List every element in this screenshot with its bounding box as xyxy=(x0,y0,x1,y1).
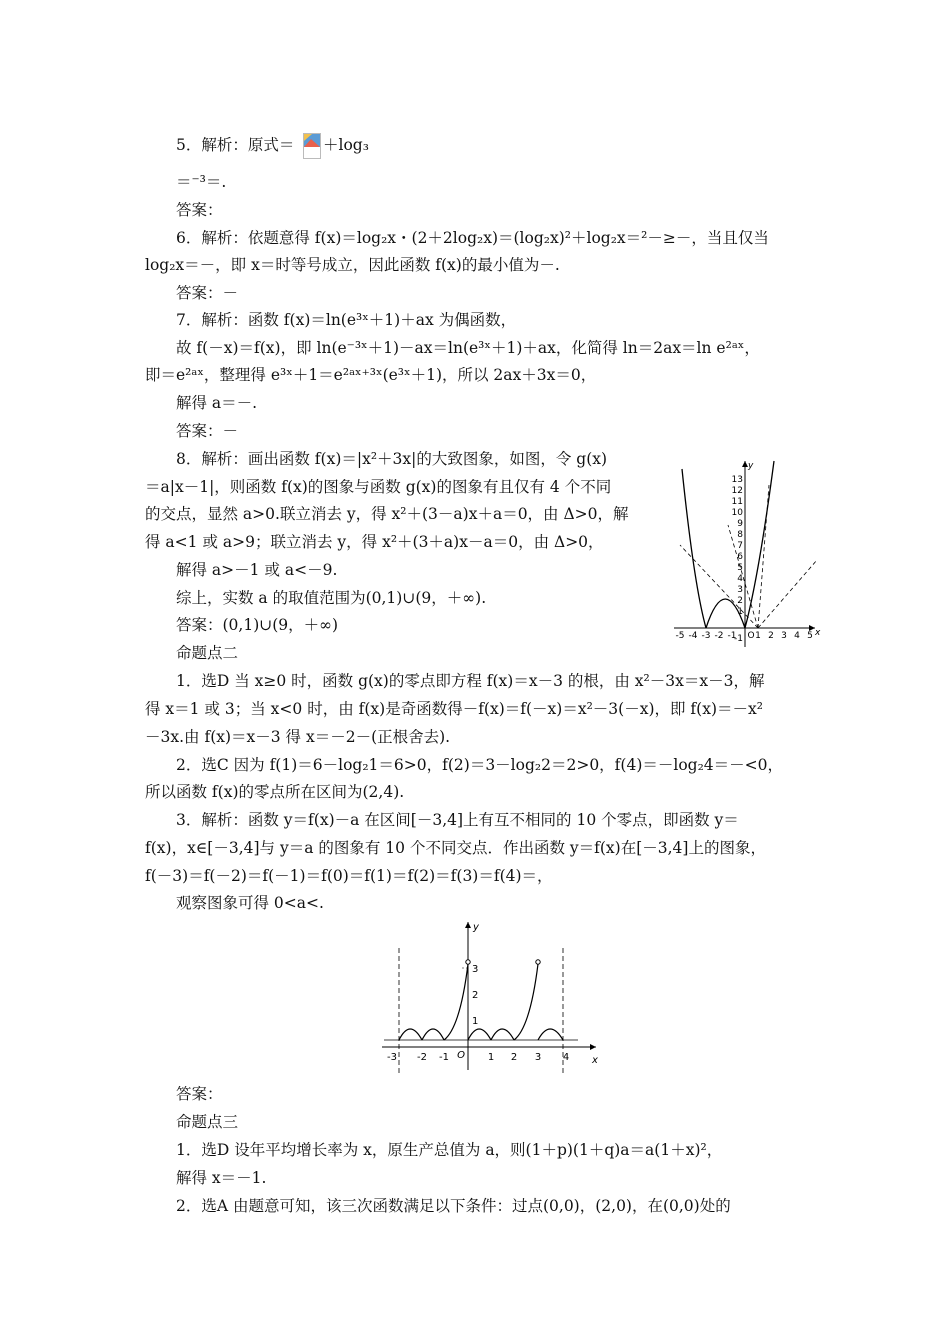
x-tick-label: -1 xyxy=(727,631,737,641)
text-line: 答案：－ xyxy=(176,422,239,440)
y-tick-label: 9 xyxy=(737,519,743,529)
text-line: 得 a<1 或 a>9；联立消去 y，得 x²＋(3＋a)x－a＝0，由 Δ>0， xyxy=(145,533,604,551)
text-line: 答案： xyxy=(176,201,223,219)
y-tick-label: 1 xyxy=(472,1016,479,1027)
text-line: 1．选D 设年平均增长率为 x，原生产总值为 a，则(1＋p)(1＋q)a＝a(1＋x)²， xyxy=(176,1141,723,1159)
y-tick-label: 12 xyxy=(731,486,743,496)
text-line: ＝⁻³＝. xyxy=(176,173,227,191)
x-tick-label: 4 xyxy=(794,631,800,641)
x-tick-label: -1 xyxy=(439,1052,449,1063)
text-line: 6．解析：依题意得 f(x)＝log₂x・(2＋2log₂x)＝(log₂x)²＋log₂x＝²－≥－，当且仅当 xyxy=(176,229,769,247)
text-line: 得 x＝1 或 3；当 x<0 时，由 f(x)是奇函数得－f(x)＝f(－x)＝x²－3(－x)，即 f(x)＝－x² xyxy=(145,700,763,718)
text-line: －3x.由 f(x)＝x－3 得 x＝－2－(正根舍去). xyxy=(145,728,451,746)
y-tick-label: 4 xyxy=(737,574,743,584)
x-tick-label: 3 xyxy=(534,1052,542,1063)
x-tick-label: -4 xyxy=(688,631,698,641)
y-tick-label: 7 xyxy=(737,541,743,551)
x-tick-label: -3 xyxy=(387,1052,397,1063)
y-tick-label: 13 xyxy=(731,475,743,485)
text-line: 2．选A 由题意可知，该三次函数满足以下条件：过点(0,0)，(2,0)，在(0,0)处的 xyxy=(176,1197,731,1215)
text-line: 解得 x＝－1. xyxy=(176,1169,267,1187)
text-line: 3．解析：函数 y＝f(x)－a 在区间[－3,4]上有互不相同的 10 个零点，即函数 y＝ xyxy=(176,811,739,829)
x-tick-label: 4 xyxy=(562,1052,570,1063)
y-tick-label: -1 xyxy=(734,634,743,644)
x-tick-label: -3 xyxy=(701,631,711,641)
y-tick-label: 1 xyxy=(737,607,743,617)
broken-image-icon xyxy=(303,133,321,159)
function-graph-figure-1 xyxy=(672,455,822,650)
x-tick-label: -2 xyxy=(714,631,724,641)
text-line: 即＝e²ᵃˣ，整理得 e³ˣ＋1＝e²ᵃˣ⁺³ˣ(e³ˣ＋1)，所以 2ax＋3x＝0， xyxy=(145,366,597,384)
y-tick-label: 3 xyxy=(472,964,479,975)
x-tick-label: -5 xyxy=(675,631,685,641)
text-line: 7．解析：函数 f(x)＝ln(e³ˣ＋1)＋ax 为偶函数， xyxy=(176,311,517,329)
text-line: 5．解析：原式＝ xyxy=(176,136,295,154)
x-axis-label: x xyxy=(592,1055,598,1066)
text-line: 解得 a＝－. xyxy=(176,394,258,412)
function-graph-figure-2 xyxy=(378,918,604,1076)
text-line: 的交点，显然 a>0.联立消去 y，得 x²＋(3－a)x＋a＝0，由 Δ>0，解 xyxy=(145,505,629,523)
text-line: 解得 a>－1 或 a<－9. xyxy=(176,561,338,579)
x-tick-label: 3 xyxy=(781,631,787,641)
y-axis-label: y xyxy=(748,461,754,471)
text-line: ＋log₃ xyxy=(323,136,369,154)
y-tick-label: 2 xyxy=(472,990,479,1001)
x-tick-label: O xyxy=(457,1050,465,1061)
y-tick-label: 10 xyxy=(731,508,743,518)
y-tick-label: 2 xyxy=(737,596,743,606)
text-line: 故 f(－x)＝f(x)，即 ln(e⁻³ˣ＋1)－ax＝ln(e³ˣ＋1)＋ax，化简得 ln＝2ax＝ln e²ᵃˣ， xyxy=(176,339,760,357)
text-line: log₂x＝－，即 x＝时等号成立，因此函数 f(x)的最小值为－. xyxy=(145,256,560,274)
y-tick-label: 8 xyxy=(737,530,743,540)
text-line: 1．选D 当 x≥0 时，函数 g(x)的零点即方程 f(x)＝x－3 的根，由 x²－3x＝x－3，解 xyxy=(176,672,765,690)
section-heading: 命题点二 xyxy=(176,644,239,662)
text-line: 综上，实数 a 的取值范围为(0,1)∪(9，＋∞). xyxy=(176,589,487,607)
x-tick-label: O xyxy=(747,631,755,641)
y-tick-label: 11 xyxy=(731,497,743,507)
text-line: 观察图象可得 0<a<. xyxy=(176,894,324,912)
x-axis-label: x xyxy=(815,628,821,638)
text-line: f(－3)＝f(－2)＝f(－1)＝f(0)＝f(1)＝f(2)＝f(3)＝f(4)＝， xyxy=(145,867,553,885)
text-line: 答案： xyxy=(176,1085,223,1103)
x-tick-label: 2 xyxy=(768,631,774,641)
text-line: 8．解析：画出函数 f(x)＝|x²＋3x|的大致图象，如图，令 g(x) xyxy=(176,450,608,468)
y-axis-label: y xyxy=(473,922,479,933)
text-line: 答案：(0,1)∪(9，＋∞) xyxy=(176,616,339,634)
x-tick-label: 5 xyxy=(807,631,813,641)
text-line: 2．选C 因为 f(1)＝6－log₂1＝6>0，f(2)＝3－log₂2＝2>0，f(4)＝－log₂4＝－<0， xyxy=(176,756,784,774)
x-tick-label: -2 xyxy=(417,1052,427,1063)
text-line: ＝a|x－1|，则函数 f(x)的图象与函数 g(x)的图象有且仅有 4 个不同 xyxy=(145,478,612,496)
x-tick-label: 1 xyxy=(487,1052,495,1063)
y-tick-label: 6 xyxy=(737,552,743,562)
text-line: 所以函数 f(x)的零点所在区间为(2,4). xyxy=(145,783,405,801)
text-line: 答案：－ xyxy=(176,284,239,302)
y-tick-label: 5 xyxy=(737,563,743,573)
x-tick-label: 2 xyxy=(510,1052,518,1063)
section-heading: 命题点三 xyxy=(176,1113,239,1131)
text-line: f(x)，x∈[－3,4]与 y＝a 的图象有 10 个不同交点．作出函数 y＝f(x)在[－3,4]上的图象， xyxy=(145,839,766,857)
x-tick-label: 1 xyxy=(755,631,761,641)
y-tick-label: 3 xyxy=(737,585,743,595)
